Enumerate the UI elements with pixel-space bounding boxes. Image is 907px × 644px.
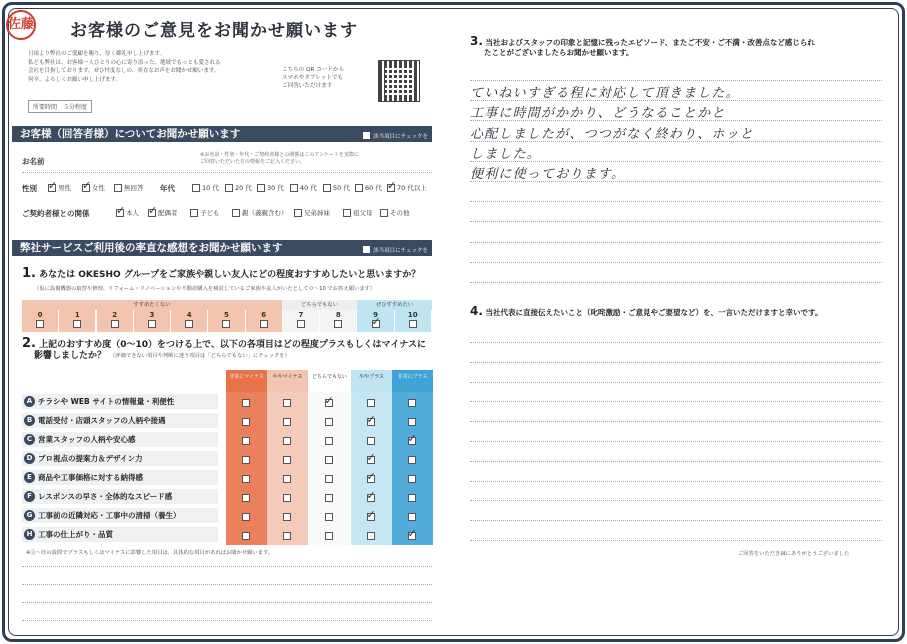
q3-answer-line-5: 便利に使っております。 — [470, 167, 626, 182]
row-letter-icon: G — [24, 510, 35, 521]
relation-option-1[interactable] — [148, 208, 178, 217]
gender-option-2-checkbox[interactable] — [114, 184, 122, 192]
score-cell-7[interactable] — [283, 310, 320, 332]
matrix-cell[interactable] — [309, 468, 350, 487]
matrix-checkbox[interactable] — [325, 437, 333, 445]
matrix-cell[interactable] — [351, 430, 392, 449]
relation-label: ご契約者様との関係 — [22, 209, 90, 218]
score-number: 3 — [149, 311, 155, 319]
matrix-cell[interactable] — [392, 487, 433, 506]
matrix-row-F — [22, 487, 432, 506]
matrix-row-H — [22, 525, 432, 544]
row-label-text: 営業スタッフの人柄や安心感 — [38, 435, 136, 444]
matrix-checkbox[interactable] — [408, 399, 416, 407]
matrix-cell[interactable] — [309, 487, 350, 506]
age-option-2[interactable] — [257, 183, 284, 192]
row-letter-icon: E — [24, 472, 35, 483]
age-option-2-label: 30 代 — [267, 184, 284, 192]
row-letter-icon: B — [24, 415, 35, 426]
row-label-text: 工事の仕上がり・品質 — [38, 530, 113, 539]
comment-line-4[interactable] — [22, 620, 432, 621]
gender-option-0-label: 男性 — [58, 184, 71, 192]
matrix-row-D — [22, 449, 432, 468]
matrix-row-label — [22, 432, 218, 447]
matrix-checkbox[interactable] — [408, 532, 416, 540]
matrix-checkbox[interactable] — [283, 399, 291, 407]
matrix-checkbox[interactable] — [283, 494, 291, 502]
matrix-checkbox[interactable] — [242, 532, 250, 540]
q3-title: 3. 当社およびスタッフの印象と記憶に残ったエピソード、またご不安・ご不満・改善点など感じられ たことがございましたらお聞かせ願います。 — [470, 34, 815, 57]
matrix-cell[interactable] — [226, 430, 267, 449]
matrix-checkbox[interactable] — [408, 513, 416, 521]
matrix-cell[interactable] — [226, 392, 267, 411]
q4-writing-line-11[interactable] — [470, 540, 882, 541]
score-cell-6[interactable] — [246, 310, 283, 332]
q4-writing-line-4[interactable] — [470, 401, 882, 402]
qr-caption: こちらの QR コードから スマホやタブレットでも ご回答いただけます — [282, 67, 345, 89]
matrix-cell[interactable] — [392, 525, 433, 544]
matrix-row-label — [22, 394, 218, 409]
relation-option-1-checkbox[interactable] — [148, 209, 156, 217]
relation-option-0[interactable] — [116, 208, 139, 217]
qr-code-icon[interactable] — [378, 60, 420, 102]
score-checkbox[interactable] — [185, 320, 193, 328]
name-label: お名前 — [22, 157, 45, 166]
age-option-5-label: 60 代 — [365, 184, 382, 192]
matrix-checkbox[interactable] — [283, 437, 291, 445]
matrix-checkbox[interactable] — [283, 532, 291, 540]
matrix-checkbox[interactable] — [242, 418, 250, 426]
score-cell-0[interactable] — [22, 310, 59, 332]
matrix-column-header-4: 非常にプラス — [392, 370, 433, 392]
q4-writing-line-7[interactable] — [470, 461, 882, 462]
age-option-5-checkbox[interactable] — [355, 184, 363, 192]
age-option-3-checkbox[interactable] — [290, 184, 298, 192]
row-label-text: プロ視点の提案力＆デザイン力 — [38, 454, 143, 463]
matrix-cell[interactable] — [226, 506, 267, 525]
score-number: 6 — [261, 311, 267, 319]
relation-option-6[interactable] — [380, 208, 410, 217]
matrix-cell[interactable] — [226, 468, 267, 487]
row-letter-icon: F — [24, 491, 35, 502]
matrix-checkbox[interactable] — [283, 418, 291, 426]
thanks-text: ご回答をいただき誠にありがとうございました — [738, 551, 850, 557]
matrix-row-label — [22, 527, 218, 542]
score-checkbox[interactable] — [409, 320, 417, 328]
row-label-text: 商品や工事価格に対する納得感 — [38, 473, 143, 482]
q4-writing-line-8[interactable] — [470, 481, 882, 482]
scale-header-positive: ぜひすすめたい — [357, 300, 432, 310]
matrix-cell[interactable] — [392, 430, 433, 449]
q1-subtitle: （仮に設備機器の取替や修理、リフォーム・リノベーションや不動産購入を検討しているご家族や友人がいたとして０〜10 でお答え願います） — [34, 286, 376, 292]
comment-line-2[interactable] — [22, 584, 432, 585]
age-option-0-label: 10 代 — [202, 184, 219, 192]
score-cell-3[interactable] — [134, 310, 171, 332]
matrix-cell[interactable] — [351, 449, 392, 468]
gender-option-0-checkbox[interactable] — [48, 184, 56, 192]
matrix-checkbox[interactable] — [408, 494, 416, 502]
matrix-checkbox[interactable] — [408, 456, 416, 464]
q3-answer-line-3: 心配しましたが、つつがなく終わり、ホッと — [470, 127, 755, 142]
matrix-checkbox[interactable] — [325, 456, 333, 464]
matrix-cell[interactable] — [351, 487, 392, 506]
matrix-checkbox[interactable] — [242, 456, 250, 464]
relation-option-2-checkbox[interactable] — [190, 209, 198, 217]
q3-writing-line-10[interactable] — [470, 262, 882, 263]
matrix-checkbox[interactable] — [367, 418, 375, 426]
score-cell-1[interactable] — [59, 310, 96, 332]
relation-option-6-label: その他 — [390, 209, 410, 217]
matrix-cell[interactable] — [309, 525, 350, 544]
relation-option-2-label: 子ども — [200, 209, 220, 217]
matrix-checkbox[interactable] — [325, 513, 333, 521]
matrix-column-header-3: ややプラス — [351, 370, 392, 392]
relation-option-0-label: 本人 — [126, 209, 139, 217]
age-option-2-checkbox[interactable] — [257, 184, 265, 192]
relation-option-3-checkbox[interactable] — [232, 209, 240, 217]
score-checkbox[interactable] — [372, 320, 380, 328]
intro-text: 日頃より弊社のご愛顧を賜り、厚く御礼申し上げます。 私ども弊社は、お客様一人ひとりの心に寄り添った、地域でもっとも愛される 会社を目指しております。ぜひ忖度なしの、率直なお声をお聞かせ願います。 何卒、よろしくお願い申し上げます。 — [28, 51, 221, 83]
matrix-checkbox[interactable] — [408, 418, 416, 426]
matrix-checkbox[interactable] — [283, 456, 291, 464]
matrix-checkbox[interactable] — [242, 475, 250, 483]
matrix-cell[interactable] — [309, 411, 350, 430]
age-option-6-label: 70 代以上 — [397, 184, 427, 192]
matrix-cell[interactable] — [267, 506, 308, 525]
row-letter-icon: A — [24, 396, 35, 407]
name-line[interactable] — [22, 172, 432, 173]
score-checkbox[interactable] — [148, 320, 156, 328]
gender-option-1-checkbox[interactable] — [82, 184, 90, 192]
matrix-checkbox[interactable] — [325, 494, 333, 502]
relation-option-0-checkbox[interactable] — [116, 209, 124, 217]
matrix-checkbox[interactable] — [283, 475, 291, 483]
matrix-cell[interactable] — [309, 449, 350, 468]
gender-option-1[interactable] — [82, 183, 105, 192]
matrix-checkbox[interactable] — [408, 437, 416, 445]
matrix-column-header-2: どちらでもない — [309, 370, 350, 392]
q3-answer-line-4: しました。 — [470, 147, 542, 162]
matrix-cell[interactable] — [309, 392, 350, 411]
age-label: 年代 — [160, 184, 175, 193]
matrix-cell[interactable] — [226, 449, 267, 468]
q4-writing-line-3[interactable] — [470, 382, 882, 383]
q2-subtitle: （評価できない項目や判断に迷う項目は「どちらでもない」にチェックを） — [110, 353, 290, 359]
matrix-cell[interactable] — [267, 392, 308, 411]
score-checkbox[interactable] — [297, 320, 305, 328]
matrix-row-A — [22, 392, 432, 411]
score-number: 10 — [407, 311, 418, 319]
score-number: 2 — [112, 311, 118, 319]
matrix-cell[interactable] — [309, 430, 350, 449]
matrix-checkbox[interactable] — [242, 437, 250, 445]
matrix-checkbox[interactable] — [242, 494, 250, 502]
comment-line-1[interactable] — [22, 566, 432, 567]
relation-option-3-label: 親（義親含む） — [242, 209, 288, 217]
score-checkbox[interactable] — [222, 320, 230, 328]
matrix-cell[interactable] — [392, 506, 433, 525]
section-bar-service: 弊社サービスご利用後の率直な感想をお聞かせ願います 該当項目にチェックを — [12, 240, 432, 256]
score-number: 0 — [37, 311, 43, 319]
matrix-checkbox[interactable] — [325, 418, 333, 426]
matrix-checkbox[interactable] — [325, 532, 333, 540]
matrix-cell[interactable] — [351, 411, 392, 430]
matrix-checkbox[interactable] — [325, 475, 333, 483]
score-number: 8 — [335, 311, 341, 319]
q3-writing-line-1[interactable] — [470, 80, 882, 81]
q4-writing-line-10[interactable] — [470, 520, 882, 521]
matrix-cell[interactable] — [226, 487, 267, 506]
seal-stamp: 佐藤 — [6, 10, 36, 40]
matrix-cell[interactable] — [267, 487, 308, 506]
q4-writing-line-2[interactable] — [470, 362, 882, 363]
score-cell-5[interactable] — [208, 310, 245, 332]
matrix-cell[interactable] — [351, 392, 392, 411]
row-label-text: レスポンスの早さ・全体的なスピード感 — [38, 492, 173, 501]
q4-writing-line-5[interactable] — [470, 421, 882, 422]
score-number: 7 — [298, 311, 304, 319]
score-cell-2[interactable] — [97, 310, 134, 332]
matrix-row-label — [22, 489, 218, 504]
matrix-cell[interactable] — [351, 468, 392, 487]
age-option-1-checkbox[interactable] — [225, 184, 233, 192]
matrix-row-label — [22, 470, 218, 485]
scale-header-negative: すすめたくない — [22, 300, 282, 310]
score-checkbox[interactable] — [111, 320, 119, 328]
matrix-checkbox[interactable] — [367, 532, 375, 540]
matrix-checkbox[interactable] — [408, 475, 416, 483]
matrix-row-B — [22, 411, 432, 430]
gender-option-2-label: 無回答 — [124, 184, 144, 192]
matrix-row-label — [22, 451, 218, 466]
score-cell-9[interactable] — [357, 310, 394, 332]
footnote: ※Ⓐ〜Ⓗの設問でプラスもしくはマイナスに影響した項目は、具体的な項目があればお聞かせ願います。 — [26, 550, 274, 556]
q3-answer-line-1: ていねいすぎる程に対応して頂きました。 — [470, 86, 740, 101]
score-checkbox[interactable] — [334, 320, 342, 328]
matrix-cell[interactable] — [226, 411, 267, 430]
gender-option-2[interactable] — [114, 183, 144, 192]
matrix-column-header-0: 非常にマイナス — [226, 370, 267, 392]
scale-header-neutral: どちらでもない — [282, 300, 357, 310]
matrix-cell[interactable] — [351, 506, 392, 525]
matrix-checkbox[interactable] — [367, 513, 375, 521]
age-option-1[interactable] — [225, 183, 252, 192]
matrix-checkbox[interactable] — [367, 437, 375, 445]
age-option-3[interactable] — [290, 183, 317, 192]
score-checkbox[interactable] — [260, 320, 268, 328]
relation-option-5-label: 祖父母 — [353, 209, 373, 217]
section-bar-customer: お客様（回答者様）についてお聞かせ願います 該当項目にチェックを — [12, 126, 432, 142]
score-number: 4 — [186, 311, 192, 319]
matrix-cell[interactable] — [267, 449, 308, 468]
relation-option-3[interactable] — [232, 208, 288, 217]
matrix-cell[interactable] — [392, 468, 433, 487]
matrix-checkbox[interactable] — [242, 513, 250, 521]
q2-title: 2. 上記のおすすめ度（0〜10）をつける上で、以下の各項目はどの程度プラスもしくはマイナスに 影響しましたか？ — [22, 336, 427, 361]
row-letter-icon: D — [24, 453, 35, 464]
relation-option-4-checkbox[interactable] — [294, 209, 302, 217]
age-option-6-checkbox[interactable] — [387, 184, 395, 192]
matrix-cell[interactable] — [392, 449, 433, 468]
matrix-cell[interactable] — [309, 506, 350, 525]
matrix-checkbox[interactable] — [325, 399, 333, 407]
row-letter-icon: H — [24, 529, 35, 540]
age-option-4-label: 50 代 — [333, 184, 350, 192]
matrix-cell[interactable] — [267, 525, 308, 544]
age-option-6[interactable] — [387, 183, 427, 192]
relation-option-1-label: 配偶者 — [158, 209, 178, 217]
matrix-cell[interactable] — [267, 411, 308, 430]
score-checkbox[interactable] — [73, 320, 81, 328]
q4-writing-line-9[interactable] — [470, 500, 882, 501]
relation-option-2[interactable] — [190, 208, 220, 217]
matrix-row-G — [22, 506, 432, 525]
score-checkbox[interactable] — [36, 320, 44, 328]
age-option-1-label: 20 代 — [235, 184, 252, 192]
q4-writing-line-1[interactable] — [470, 342, 882, 343]
score-cell-10[interactable] — [395, 310, 432, 332]
relation-option-4-label: 兄弟姉妹 — [304, 209, 330, 217]
q4-writing-line-6[interactable] — [470, 441, 882, 442]
matrix-row-E — [22, 468, 432, 487]
gender-option-0[interactable] — [48, 183, 71, 192]
comment-line-3[interactable] — [22, 602, 432, 603]
matrix-checkbox[interactable] — [367, 399, 375, 407]
age-option-3-label: 40 代 — [300, 184, 317, 192]
q3-writing-line-9[interactable] — [470, 242, 882, 243]
page-title: お客様のご意見をお聞かせ願います — [70, 21, 358, 41]
q3-writing-line-8[interactable] — [470, 221, 882, 222]
q4-title: 4. 当社代表に直接伝えたいこと（叱咤激励・ご意見やご要望など）を、一言いただけますと幸いです。 — [470, 304, 823, 318]
matrix-row-label — [22, 413, 218, 428]
time-required-badge: 所要時間 ５分程度 — [28, 100, 92, 113]
matrix-cell[interactable] — [226, 525, 267, 544]
q2-rating-matrix — [22, 370, 432, 545]
q3-writing-line-7[interactable] — [470, 201, 882, 202]
matrix-row-C — [22, 430, 432, 449]
q1-score-scale — [22, 300, 432, 332]
q3-answer-line-2: 工事に時間がかかり、どうなることかと — [470, 106, 726, 121]
matrix-checkbox[interactable] — [367, 475, 375, 483]
relation-option-5-checkbox[interactable] — [343, 209, 351, 217]
age-option-4-checkbox[interactable] — [323, 184, 331, 192]
relation-option-5[interactable] — [343, 208, 373, 217]
score-number: 5 — [224, 311, 229, 319]
row-letter-icon: C — [24, 434, 35, 445]
score-cell-8[interactable] — [320, 310, 357, 332]
q1-title: 1. あなたは OKESHO グループをご家族や親しい友人にどの程度おすすめしたいと思いますか？ — [22, 266, 421, 281]
gender-label: 性別 — [22, 184, 37, 193]
age-option-0-checkbox[interactable] — [192, 184, 200, 192]
name-note: ※お名前・性別・年代・ご契約者様との関係はこのアンケートを実際に ご回答いただいた方の情報をご記入ください。 — [200, 152, 359, 165]
matrix-checkbox[interactable] — [283, 513, 291, 521]
q3-writing-line-11[interactable] — [470, 282, 882, 283]
matrix-row-label — [22, 508, 218, 523]
score-cell-4[interactable] — [171, 310, 208, 332]
relation-option-6-checkbox[interactable] — [380, 209, 388, 217]
matrix-checkbox[interactable] — [367, 456, 375, 464]
row-label-text: 電話受付・店頭スタッフの人柄や接遇 — [38, 416, 166, 425]
matrix-checkbox[interactable] — [367, 494, 375, 502]
age-option-0[interactable] — [192, 183, 219, 192]
matrix-cell[interactable] — [351, 525, 392, 544]
age-option-5[interactable] — [355, 183, 382, 192]
row-label-text: チラシや WEB サイトの情報量・利便性 — [38, 397, 175, 406]
matrix-cell[interactable] — [267, 468, 308, 487]
row-label-text: 工事前の近隣対応・工事中の清掃（養生） — [38, 511, 181, 520]
matrix-cell[interactable] — [392, 411, 433, 430]
gender-option-1-label: 女性 — [92, 184, 105, 192]
matrix-column-header-1: ややマイナス — [267, 370, 308, 392]
matrix-cell[interactable] — [267, 430, 308, 449]
age-option-4[interactable] — [323, 183, 350, 192]
relation-option-4[interactable] — [294, 208, 330, 217]
matrix-cell[interactable] — [392, 392, 433, 411]
matrix-checkbox[interactable] — [242, 399, 250, 407]
score-number: 1 — [74, 311, 80, 319]
